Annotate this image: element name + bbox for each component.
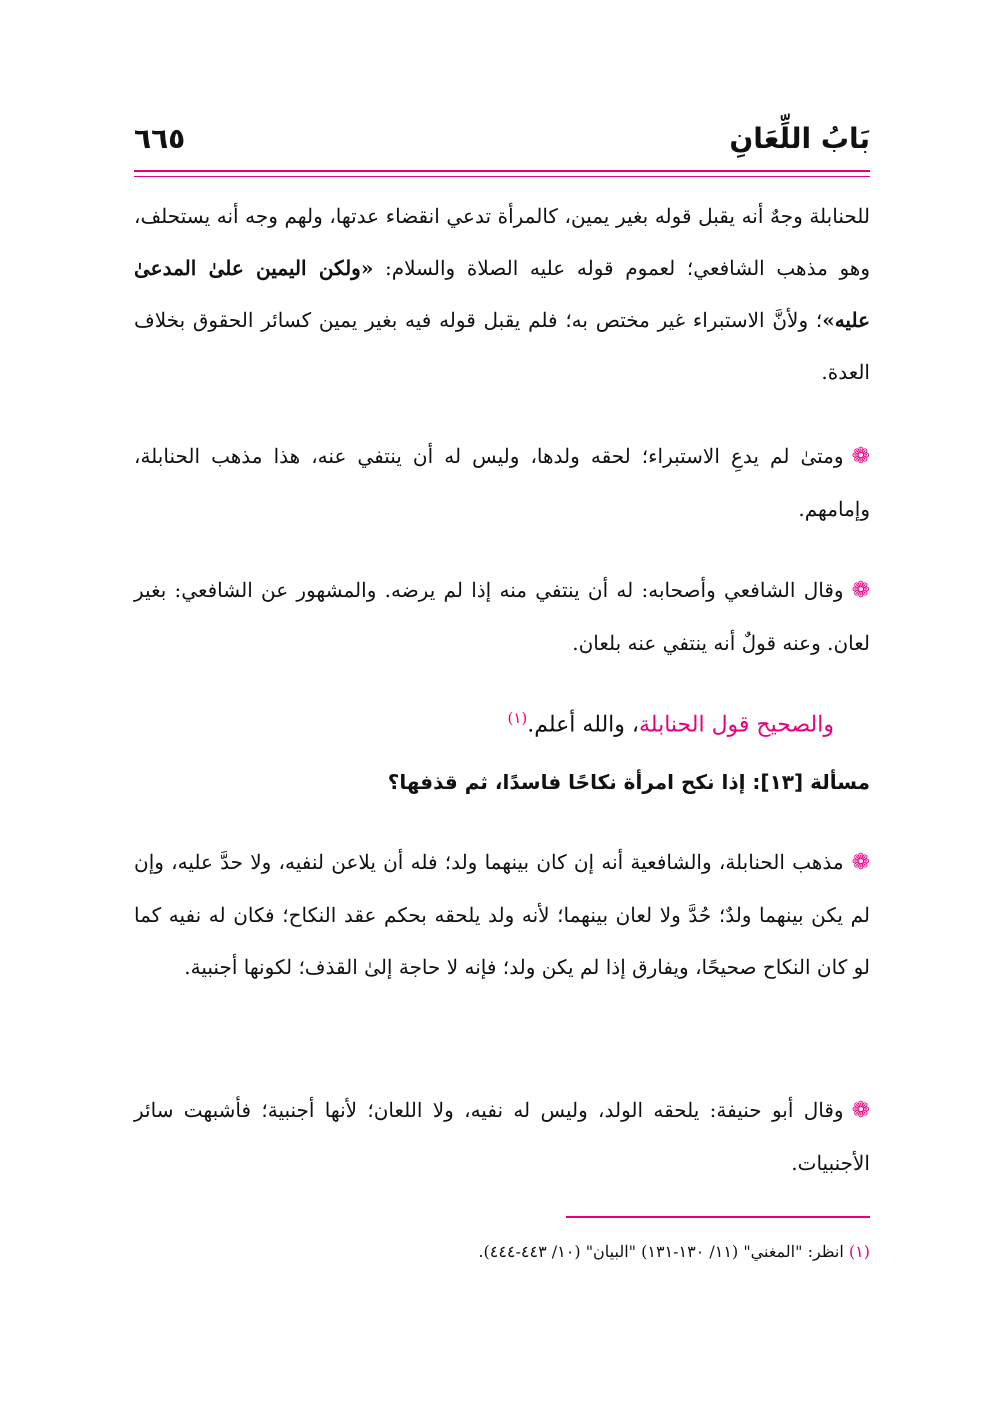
- flower-icon: ❁: [851, 578, 870, 603]
- footnote-number: (١): [848, 1242, 870, 1261]
- issue-heading: مسألة [١٣]: إذا نكح امرأة نكاحًا فاسدًا، ثم قذفها؟: [387, 770, 870, 794]
- flower-icon: ❁: [851, 850, 870, 875]
- paragraph-3: [134, 564, 870, 669]
- footnote: [478, 1242, 870, 1261]
- paragraph-4: [134, 836, 870, 993]
- paragraph-2-text: ومتىٰ لم يدعِ الاستبراء؛ لحقه ولدها، وليس له أن ينتفي عنه، هذا مذهب الحنابلة، وإمامهم.: [134, 444, 870, 521]
- footnote-text: انظر: "المغني" (١١/ ١٣٠-١٣١) "البيان" (١٠/ ٤٤٣-٤٤٤).: [478, 1242, 844, 1261]
- chapter-title: بَابُ اللِّعَانِ: [729, 122, 870, 155]
- header-rule-top: [134, 170, 870, 172]
- paragraph-3-text: وقال الشافعي وأصحابه: له أن ينتفي منه إذا لم يرضه. والمشهور عن الشافعي: بغير لعان. وعنه قولٌ أنه ينتفي عنه بلعان.: [134, 578, 870, 655]
- paragraph-1-rest: ؛ ولأنَّ الاستبراء غير مختص به؛ فلم يقبل قوله فيه بغير يمين كسائر الحقوق بخلاف العدة.: [134, 308, 870, 384]
- page-number: ٦٦٥: [134, 122, 186, 155]
- paragraph-5: [134, 1084, 870, 1189]
- paragraph-5-text: وقال أبو حنيفة: يلحقه الولد، وليس له نفيه، ولا اللعان؛ لأنها أجنبية؛ فأشبهت سائر الأجنبيات.: [134, 1098, 870, 1175]
- flower-icon: ❁: [851, 1098, 870, 1123]
- flower-icon: ❁: [851, 444, 870, 469]
- footnote-separator: [566, 1216, 870, 1218]
- paragraph-4-text: مذهب الحنابلة، والشافعية أنه إن كان بينهما ولد؛ فله أن يلاعن لنفيه، ولا حدَّ عليه، وإن لم يكن بينهما ولدٌ؛ حُدَّ ولا لعان بينهما؛ لأنه ولد يلحقه بحكم عقد النكاح؛ فكان له نفيه كما لو كان النكاح صحيحًا، ويفارق إذا لم يكن ولد؛ فإنه لا حاجة إلىٰ القذف؛ لكونها أجنبية.: [134, 850, 870, 979]
- footnote-ref: (١): [507, 709, 528, 727]
- closing-highlight: والصحيح قول الحنابلة: [639, 712, 834, 738]
- paragraph-1: [134, 190, 870, 398]
- paragraph-1-text: للحنابلة وجهٌ أنه يقبل قوله بغير يمين، كالمرأة تدعي انقضاء عدتها، ولهم وجه أنه يستحلف، وهو مذهب الشافعي؛ لعموم قوله عليه الصلاة والسلام:: [134, 204, 870, 280]
- closing-statement: [507, 692, 834, 751]
- paragraph-2: [134, 430, 870, 535]
- header-rule-bottom: [134, 176, 870, 177]
- hadith-quote: «ولكن اليمين علىٰ المدعىٰ عليه»: [134, 256, 870, 332]
- closing-text: ، والله أعلم.: [527, 712, 640, 738]
